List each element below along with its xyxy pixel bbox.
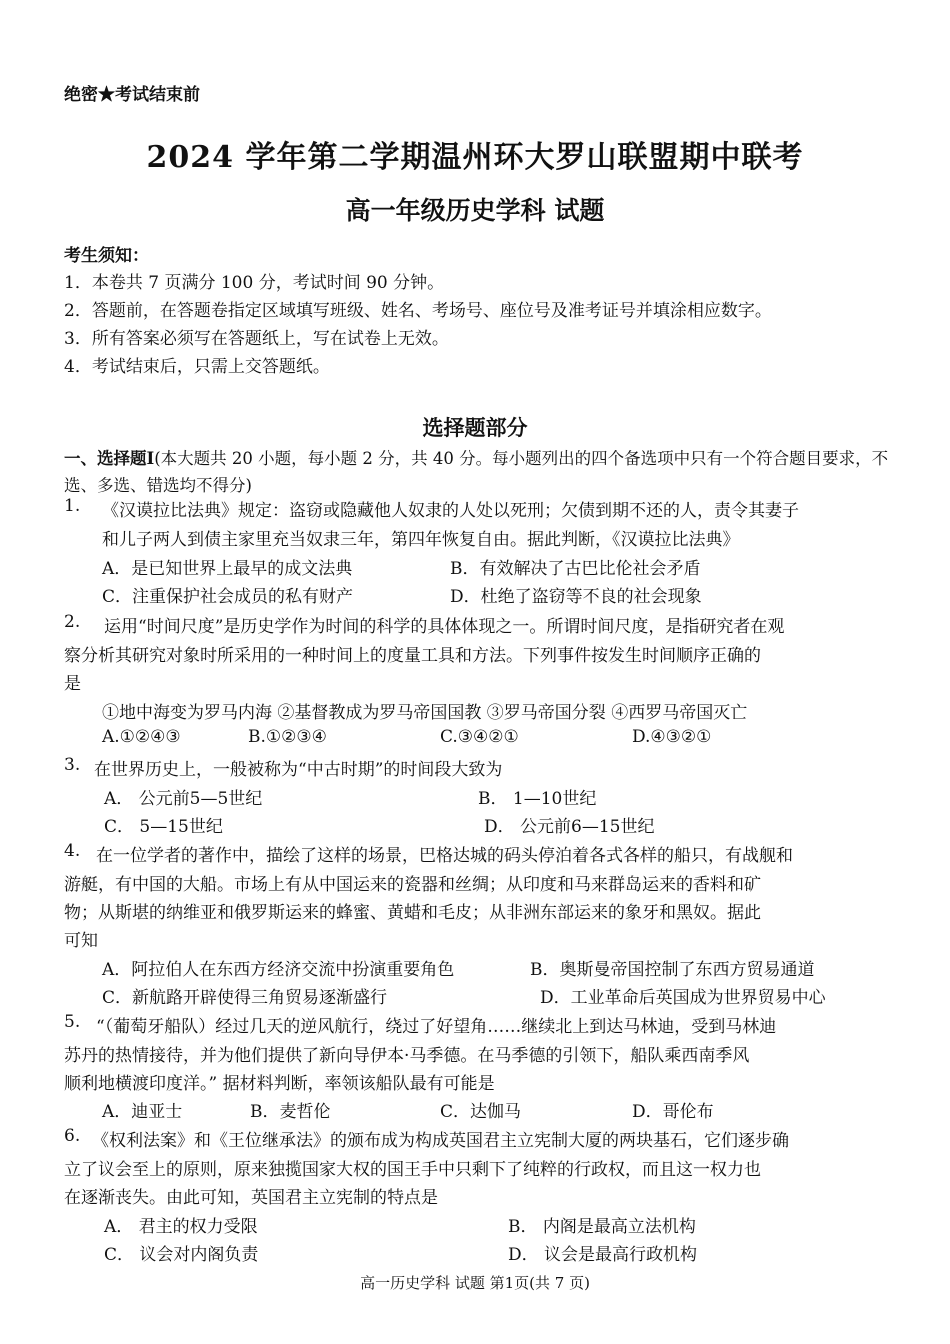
question-4-line-2: 游艇，有中国的大船。市场上有从中国运来的瓷器和丝绸；从印度和马来群岛运来的香料和矿 — [64, 875, 761, 895]
question-2-option-a[interactable]: A.①②④③ — [102, 727, 181, 747]
question-5-line-2: 苏丹的热情接待，并为他们提供了新向导伊本·马季德。在马季德的引领下，船队乘西南季风 — [64, 1046, 750, 1066]
part-label: 一、选择题Ⅰ — [64, 449, 155, 468]
question-5-option-c[interactable]: C．达伽马 — [440, 1102, 522, 1122]
question-4-option-d[interactable]: D．工业革命后英国成为世界贸易中心 — [540, 988, 826, 1008]
secret-label: 绝密★考试结束前 — [64, 85, 200, 105]
exam-subtitle: 高一年级历史学科 试题 — [345, 196, 605, 225]
question-4-option-c[interactable]: C．新航路开辟使得三角贸易逐渐盛行 — [102, 988, 388, 1008]
question-5-option-b[interactable]: B．麦哲伦 — [250, 1102, 331, 1122]
part-instructions — [64, 445, 894, 499]
section-title: 选择题部分 — [422, 415, 528, 440]
notice-item-4: 4．考试结束后，只需上交答题纸。 — [64, 357, 330, 377]
question-2-option-d[interactable]: D.④③②① — [632, 727, 712, 747]
question-3-line-1: 在世界历史上，一般被称为“中古时期”的时间段大致为 — [94, 760, 503, 780]
question-2-number: 2. — [64, 612, 81, 632]
question-5-line-3: 顺利地横渡印度洋。” 据材料判断，率领该船队最有可能是 — [64, 1074, 495, 1094]
question-2-option-c[interactable]: C.③④②① — [440, 727, 519, 747]
notice-item-1: 1．本卷共 7 页满分 100 分，考试时间 90 分钟。 — [64, 273, 445, 293]
question-4-number: 4. — [64, 841, 81, 861]
question-6-option-a[interactable]: A． 君主的权力受限 — [104, 1217, 258, 1237]
question-4-line-3: 物；从斯堪的纳维亚和俄罗斯运来的蜂蜜、黄蜡和毛皮；从非洲东部运来的象牙和黑奴。据此 — [64, 903, 761, 923]
question-3-option-a[interactable]: A． 公元前5—5世纪 — [104, 789, 263, 809]
question-6-line-2: 立了议会至上的原则，原来独揽国家大权的国王手中只剩下了纯粹的行政权，而且这一权力也 — [64, 1160, 761, 1180]
question-5-option-d[interactable]: D．哥伦布 — [632, 1102, 714, 1122]
question-1-option-d[interactable]: D．杜绝了盗窃等不良的社会现象 — [450, 587, 702, 607]
question-6-option-c[interactable]: C． 议会对内阁负责 — [104, 1245, 259, 1265]
question-6-option-b[interactable]: B． 内阁是最高立法机构 — [508, 1217, 696, 1237]
part-description: (本大题共 20 小题，每小题 2 分，共 40 分。每小题列出的四个备选项中只有一个符合题目要求，不选、多选、错选均不得分) — [64, 449, 889, 495]
question-1-number: 1. — [64, 496, 81, 516]
question-2-line-2: 察分析其研究对象时所采用的一种时间上的度量工具和方法。下列事件按发生时间顺序正确的 — [64, 646, 761, 666]
question-5-number: 5. — [64, 1012, 81, 1032]
notice-item-2: 2．答题前，在答题卷指定区域填写班级、姓名、考场号、座位号及准考证号并填涂相应数字。 — [64, 301, 772, 321]
question-6-line-1: 《权利法案》和《王位继承法》的颁布成为构成英国君主立宪制大厦的两块基石，它们逐步确 — [92, 1131, 789, 1151]
question-3-option-d[interactable]: D． 公元前6—15世纪 — [484, 817, 655, 837]
question-3-option-c[interactable]: C． 5—15世纪 — [104, 817, 223, 837]
question-5-line-1: “（葡萄牙船队）经过几天的逆风航行，绕过了好望角……继续北上到达马林迪，受到马林迪 — [96, 1017, 777, 1037]
question-4-option-a[interactable]: A．阿拉伯人在东西方经济交流中扮演重要角色 — [102, 960, 455, 980]
question-4-line-4: 可知 — [64, 931, 98, 951]
notice-heading: 考生须知： — [64, 246, 149, 266]
question-2-line-1: 运用“时间尺度”是历史学作为时间的科学的具体体现之一。所谓时间尺度，是指研究者在观 — [104, 617, 785, 637]
question-1-line-2: 和儿子两人到债主家里充当奴隶三年，第四年恢复自由。据此判断，《汉谟拉比法典》 — [102, 530, 740, 550]
question-4-line-1: 在一位学者的著作中，描绘了这样的场景，巴格达城的码头停泊着各式各样的船只，有战舰和 — [96, 846, 793, 866]
question-1-line-1: 《汉谟拉比法典》规定：盗窃或隐藏他人奴隶的人处以死刑；欠债到期不还的人，责令其妻子 — [102, 501, 799, 521]
question-4-option-b[interactable]: B．奥斯曼帝国控制了东西方贸易通道 — [530, 960, 815, 980]
question-3-number: 3. — [64, 755, 81, 775]
question-3-option-b[interactable]: B． 1—10世纪 — [478, 789, 597, 809]
question-1-option-a[interactable]: A．是已知世界上最早的成文法典 — [102, 559, 353, 579]
question-1-option-b[interactable]: B．有效解决了古巴比伦社会矛盾 — [450, 559, 701, 579]
question-5-option-a[interactable]: A．迪亚士 — [102, 1102, 183, 1122]
question-2-line-4: ①地中海变为罗马内海 ②基督教成为罗马帝国国教 ③罗马帝国分裂 ④西罗马帝国灭亡 — [102, 703, 748, 723]
notice-item-3: 3．所有答案必须写在答题纸上，写在试卷上无效。 — [64, 329, 449, 349]
question-6-number: 6. — [64, 1126, 81, 1146]
question-6-option-d[interactable]: D． 议会是最高行政机构 — [508, 1245, 698, 1265]
exam-title: 2024 学年第二学期温州环大罗山联盟期中联考 — [146, 140, 804, 175]
question-1-option-c[interactable]: C．注重保护社会成员的私有财产 — [102, 587, 354, 607]
question-2-line-3: 是 — [64, 674, 81, 694]
page-footer: 高一历史学科 试题 第1页(共 7 页) — [360, 1274, 590, 1292]
question-6-line-3: 在逐渐丧失。由此可知，英国君主立宪制的特点是 — [64, 1188, 438, 1208]
question-2-option-b[interactable]: B.①②③④ — [248, 727, 327, 747]
